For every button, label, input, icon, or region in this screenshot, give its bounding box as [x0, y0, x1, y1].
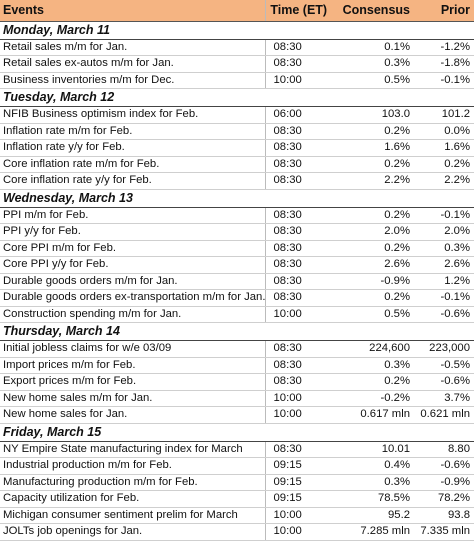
consensus-cell: 10.01: [332, 441, 414, 458]
consensus-cell: 95.2: [332, 507, 414, 524]
header-time: Time (ET): [265, 0, 332, 21]
event-cell: Retail sales m/m for Jan.: [0, 39, 265, 56]
day-header-row: [0, 189, 474, 207]
table-row: [0, 341, 474, 358]
prior-cell: 2.2%: [414, 173, 474, 190]
table-row: [0, 390, 474, 407]
event-cell: NFIB Business optimism index for Feb.: [0, 107, 265, 124]
day-label: Monday, March 11: [0, 21, 474, 39]
time-cell: 08:30: [265, 341, 332, 358]
event-cell: Export prices m/m for Feb.: [0, 374, 265, 391]
consensus-cell: 103.0: [332, 107, 414, 124]
time-cell: 08:30: [265, 140, 332, 157]
consensus-cell: 0.3%: [332, 357, 414, 374]
consensus-cell: 0.2%: [332, 156, 414, 173]
table-row: [0, 290, 474, 307]
header-events: Events: [0, 0, 265, 21]
time-cell: 10:00: [265, 72, 332, 89]
time-cell: 08:30: [265, 273, 332, 290]
prior-cell: 2.0%: [414, 224, 474, 241]
event-cell: Core PPI m/m for Feb.: [0, 240, 265, 257]
event-cell: Import prices m/m for Feb.: [0, 357, 265, 374]
event-cell: Manufacturing production m/m for Feb.: [0, 474, 265, 491]
table-row: [0, 374, 474, 391]
prior-cell: -0.6%: [414, 306, 474, 323]
day-label: Friday, March 15: [0, 423, 474, 441]
consensus-cell: 0.2%: [332, 207, 414, 224]
event-cell: New home sales m/m for Jan.: [0, 390, 265, 407]
prior-cell: -1.8%: [414, 56, 474, 73]
prior-cell: 93.8: [414, 507, 474, 524]
prior-cell: 0.621 mln: [414, 407, 474, 424]
prior-cell: 2.6%: [414, 257, 474, 274]
header-consensus: Consensus: [332, 0, 414, 21]
table-row: [0, 39, 474, 56]
consensus-cell: 0.1%: [332, 39, 414, 56]
table-row: [0, 173, 474, 190]
event-cell: Michigan consumer sentiment prelim for March: [0, 507, 265, 524]
prior-cell: -0.9%: [414, 474, 474, 491]
event-cell: Capacity utilization for Feb.: [0, 491, 265, 508]
table-row: [0, 491, 474, 508]
consensus-cell: 0.2%: [332, 240, 414, 257]
calendar-body: [0, 21, 474, 540]
consensus-cell: 78.5%: [332, 491, 414, 508]
event-cell: New home sales for Jan.: [0, 407, 265, 424]
event-cell: Business inventories m/m for Dec.: [0, 72, 265, 89]
table-row: [0, 407, 474, 424]
prior-cell: 8.80: [414, 441, 474, 458]
time-cell: 06:00: [265, 107, 332, 124]
prior-cell: -1.2%: [414, 39, 474, 56]
time-cell: 09:15: [265, 458, 332, 475]
header-prior: Prior: [414, 0, 474, 21]
time-cell: 08:30: [265, 240, 332, 257]
event-cell: Industrial production m/m for Feb.: [0, 458, 265, 475]
prior-cell: -0.6%: [414, 374, 474, 391]
prior-cell: 7.335 mln: [414, 524, 474, 541]
time-cell: 08:30: [265, 441, 332, 458]
prior-cell: 3.7%: [414, 390, 474, 407]
prior-cell: -0.1%: [414, 72, 474, 89]
prior-cell: -0.5%: [414, 357, 474, 374]
consensus-cell: 2.2%: [332, 173, 414, 190]
table-row: [0, 56, 474, 73]
event-cell: Initial jobless claims for w/e 03/09: [0, 341, 265, 358]
time-cell: 08:30: [265, 207, 332, 224]
prior-cell: -0.6%: [414, 458, 474, 475]
event-cell: Durable goods orders ex-transportation m/m for Jan.: [0, 290, 265, 307]
table-row: [0, 107, 474, 124]
prior-cell: 101.2: [414, 107, 474, 124]
prior-cell: 0.3%: [414, 240, 474, 257]
time-cell: 10:00: [265, 524, 332, 541]
time-cell: 08:30: [265, 290, 332, 307]
consensus-cell: 0.2%: [332, 290, 414, 307]
table-row: [0, 123, 474, 140]
header-row: [0, 0, 474, 21]
time-cell: 08:30: [265, 39, 332, 56]
time-cell: 08:30: [265, 374, 332, 391]
event-cell: Construction spending m/m for Jan.: [0, 306, 265, 323]
consensus-cell: 0.3%: [332, 56, 414, 73]
prior-cell: 223,000: [414, 341, 474, 358]
day-label: Wednesday, March 13: [0, 189, 474, 207]
day-header-row: [0, 423, 474, 441]
time-cell: 10:00: [265, 306, 332, 323]
time-cell: 08:30: [265, 224, 332, 241]
time-cell: 09:15: [265, 474, 332, 491]
consensus-cell: -0.9%: [332, 273, 414, 290]
consensus-cell: 2.0%: [332, 224, 414, 241]
table-row: [0, 458, 474, 475]
prior-cell: -0.1%: [414, 207, 474, 224]
day-label: Tuesday, March 12: [0, 89, 474, 107]
table-row: [0, 441, 474, 458]
event-cell: Core PPI y/y for Feb.: [0, 257, 265, 274]
time-cell: 08:30: [265, 56, 332, 73]
consensus-cell: 0.3%: [332, 474, 414, 491]
consensus-cell: 0.4%: [332, 458, 414, 475]
time-cell: 10:00: [265, 390, 332, 407]
prior-cell: 1.2%: [414, 273, 474, 290]
table-row: [0, 306, 474, 323]
table-row: [0, 207, 474, 224]
table-row: [0, 140, 474, 157]
event-cell: Core inflation rate y/y for Feb.: [0, 173, 265, 190]
prior-cell: 1.6%: [414, 140, 474, 157]
event-cell: PPI m/m for Feb.: [0, 207, 265, 224]
prior-cell: 0.0%: [414, 123, 474, 140]
event-cell: Durable goods orders m/m for Jan.: [0, 273, 265, 290]
table-row: [0, 224, 474, 241]
table-row: [0, 273, 474, 290]
table-row: [0, 474, 474, 491]
table-row: [0, 507, 474, 524]
table-row: [0, 156, 474, 173]
consensus-cell: 7.285 mln: [332, 524, 414, 541]
prior-cell: 78.2%: [414, 491, 474, 508]
time-cell: 08:30: [265, 357, 332, 374]
consensus-cell: 0.617 mln: [332, 407, 414, 424]
day-header-row: [0, 89, 474, 107]
consensus-cell: 0.5%: [332, 306, 414, 323]
table-row: [0, 357, 474, 374]
prior-cell: 0.2%: [414, 156, 474, 173]
event-cell: Retail sales ex-autos m/m for Jan.: [0, 56, 265, 73]
consensus-cell: 0.2%: [332, 374, 414, 391]
event-cell: Core inflation rate m/m for Feb.: [0, 156, 265, 173]
time-cell: 08:30: [265, 257, 332, 274]
table-row: [0, 257, 474, 274]
time-cell: 08:30: [265, 156, 332, 173]
day-header-row: [0, 21, 474, 39]
time-cell: 10:00: [265, 407, 332, 424]
day-label: Thursday, March 14: [0, 323, 474, 341]
consensus-cell: 0.2%: [332, 123, 414, 140]
time-cell: 10:00: [265, 507, 332, 524]
day-header-row: [0, 323, 474, 341]
event-cell: JOLTs job openings for Jan.: [0, 524, 265, 541]
table-row: [0, 240, 474, 257]
table-row: [0, 72, 474, 89]
prior-cell: -0.1%: [414, 290, 474, 307]
consensus-cell: 2.6%: [332, 257, 414, 274]
time-cell: 08:30: [265, 173, 332, 190]
time-cell: 09:15: [265, 491, 332, 508]
consensus-cell: 224,600: [332, 341, 414, 358]
table-row: [0, 524, 474, 541]
consensus-cell: -0.2%: [332, 390, 414, 407]
consensus-cell: 0.5%: [332, 72, 414, 89]
event-cell: Inflation rate m/m for Feb.: [0, 123, 265, 140]
event-cell: NY Empire State manufacturing index for March: [0, 441, 265, 458]
event-cell: PPI y/y for Feb.: [0, 224, 265, 241]
consensus-cell: 1.6%: [332, 140, 414, 157]
time-cell: 08:30: [265, 123, 332, 140]
event-cell: Inflation rate y/y for Feb.: [0, 140, 265, 157]
